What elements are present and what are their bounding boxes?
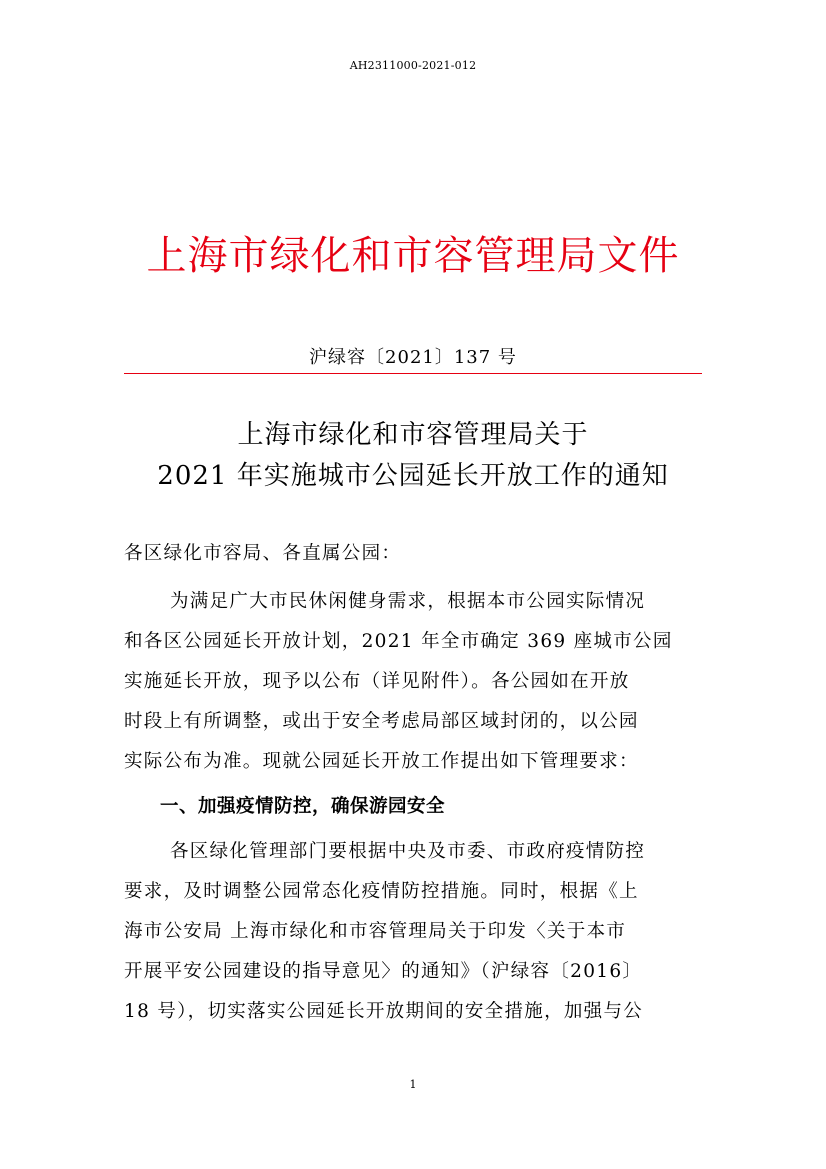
document-code: AH2311000-2021-012 <box>349 59 477 72</box>
paragraph-line: 实施延长开放，现予以公布（详见附件）。各公园如在开放 <box>124 671 630 692</box>
notice-title-line-1: 上海市绿化和市容管理局关于 <box>237 420 589 450</box>
section-heading-1: 一、加强疫情防控，确保游园安全 <box>160 796 446 817</box>
paragraph-line: 实际公布为准。现就公园延长开放工作提出如下管理要求： <box>124 751 639 772</box>
paragraph-line: 为满足广大市民休闲健身需求，根据本市公园实际情况 <box>170 591 646 612</box>
paragraph-line: 海市公安局 上海市绿化和市容管理局关于印发〈关于本市 <box>124 921 627 942</box>
paragraph-line: 开展平安公园建设的指导意见〉的通知》（沪绿容〔2016〕 <box>124 961 643 982</box>
paragraph-line: 和各区公园延长开放计划，2021 年全市确定 369 座城市公园 <box>124 631 673 652</box>
paragraph-line: 时段上有所调整，或出于安全考虑局部区域封闭的，以公园 <box>124 711 639 732</box>
notice-title-line-2: 2021 年实施城市公园延长开放工作的通知 <box>157 461 669 491</box>
paragraph-line: 要求，及时调整公园常态化疫情防控措施。同时，根据《上 <box>124 881 639 902</box>
page-number: 1 <box>409 1078 417 1091</box>
red-divider-line <box>124 373 702 374</box>
document-number: 沪绿容〔2021〕137 号 <box>309 347 517 368</box>
masthead-title: 上海市绿化和市容管理局文件 <box>146 233 680 279</box>
paragraph-line: 各区绿化管理部门要根据中央及市委、市政府疫情防控 <box>170 841 646 862</box>
salutation: 各区绿化市容局、各直属公园： <box>124 543 402 564</box>
paragraph-line: 18 号），切实落实公园延长开放期间的安全措施，加强与公 <box>124 1001 644 1022</box>
